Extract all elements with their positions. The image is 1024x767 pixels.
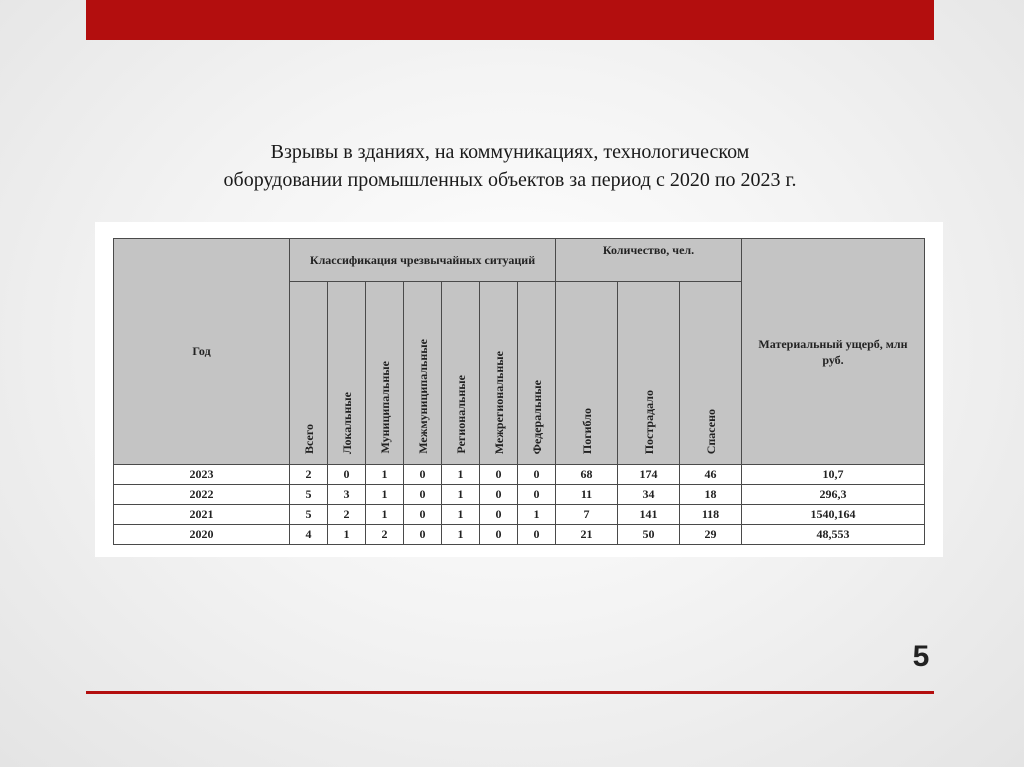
cell-injured: 141 (618, 505, 680, 525)
cell-interregional: 0 (480, 525, 518, 545)
cell-died: 7 (556, 505, 618, 525)
cell-municipal: 1 (366, 485, 404, 505)
top-accent-bar (86, 0, 934, 40)
cell-total: 5 (290, 485, 328, 505)
header-municipal (366, 282, 404, 465)
cell-rescued: 46 (680, 465, 742, 485)
cell-local: 2 (328, 505, 366, 525)
header-injured-label: Пострадало (641, 389, 656, 454)
cell-rescued: 118 (680, 505, 742, 525)
header-intermunicipal (404, 282, 442, 465)
cell-federal: 1 (518, 505, 556, 525)
header-interregional (480, 282, 518, 465)
table-row (114, 525, 925, 545)
slide-title-line-2: оборудовании промышленных объектов за период с 2020 по 2023 г. (223, 169, 797, 191)
slide-title-line-1: Взрывы в зданиях, на коммуникациях, технологическом (270, 141, 750, 163)
header-damage-label: Материальный ущерб, млн руб. (758, 336, 908, 367)
header-local (328, 282, 366, 465)
header-total (290, 282, 328, 465)
cell-year: 2023 (114, 465, 290, 485)
header-intermunicipal-label: Межмуниципальные (415, 339, 430, 454)
cell-injured: 50 (618, 525, 680, 545)
cell-rescued: 18 (680, 485, 742, 505)
cell-local: 3 (328, 485, 366, 505)
header-federal-label: Федеральные (529, 379, 544, 454)
table-row (114, 485, 925, 505)
cell-regional: 1 (442, 485, 480, 505)
cell-municipal: 1 (366, 465, 404, 485)
header-regional-label: Региональные (453, 375, 468, 454)
cell-total: 5 (290, 505, 328, 525)
header-municipal-label: Муниципальные (377, 361, 392, 454)
cell-died: 68 (556, 465, 618, 485)
cell-federal: 0 (518, 485, 556, 505)
header-people: Количество, чел. (556, 239, 742, 282)
header-year: Год (114, 239, 290, 465)
cell-total: 4 (290, 525, 328, 545)
header-damage (742, 239, 925, 465)
header-injured (618, 282, 680, 465)
cell-regional: 1 (442, 465, 480, 485)
table-row (114, 505, 925, 525)
cell-damage: 1540,164 (742, 505, 925, 525)
header-classification: Классификация чрезвычайных ситуаций (290, 239, 556, 282)
cell-local: 0 (328, 465, 366, 485)
cell-died: 21 (556, 525, 618, 545)
cell-total: 2 (290, 465, 328, 485)
header-died (556, 282, 618, 465)
cell-damage: 296,3 (742, 485, 925, 505)
cell-intermunicipal: 0 (404, 525, 442, 545)
cell-federal: 0 (518, 525, 556, 545)
cell-intermunicipal: 0 (404, 505, 442, 525)
cell-municipal: 2 (366, 525, 404, 545)
cell-interregional: 0 (480, 485, 518, 505)
cell-intermunicipal: 0 (404, 465, 442, 485)
cell-intermunicipal: 0 (404, 485, 442, 505)
header-regional (442, 282, 480, 465)
cell-injured: 174 (618, 465, 680, 485)
cell-regional: 1 (442, 505, 480, 525)
table-row (114, 465, 925, 485)
incidents-table (113, 238, 925, 545)
cell-rescued: 29 (680, 525, 742, 545)
cell-year: 2020 (114, 525, 290, 545)
header-federal (518, 282, 556, 465)
cell-year: 2022 (114, 485, 290, 505)
header-rescued (680, 282, 742, 465)
table-image-card (95, 222, 943, 557)
cell-died: 11 (556, 485, 618, 505)
cell-interregional: 0 (480, 465, 518, 485)
header-interregional-label: Межрегиональные (491, 350, 506, 454)
slide-title (86, 138, 934, 194)
cell-interregional: 0 (480, 505, 518, 525)
cell-year: 2021 (114, 505, 290, 525)
cell-local: 1 (328, 525, 366, 545)
cell-federal: 0 (518, 465, 556, 485)
cell-municipal: 1 (366, 505, 404, 525)
page-number: 5 (912, 640, 930, 673)
header-local-label: Локальные (339, 391, 354, 454)
header-rescued-label: Спасено (703, 408, 718, 454)
cell-injured: 34 (618, 485, 680, 505)
cell-regional: 1 (442, 525, 480, 545)
header-died-label: Погибло (579, 407, 594, 454)
cell-damage: 10,7 (742, 465, 925, 485)
cell-damage: 48,553 (742, 525, 925, 545)
header-total-label: Всего (301, 424, 316, 454)
bottom-accent-line (86, 691, 934, 694)
